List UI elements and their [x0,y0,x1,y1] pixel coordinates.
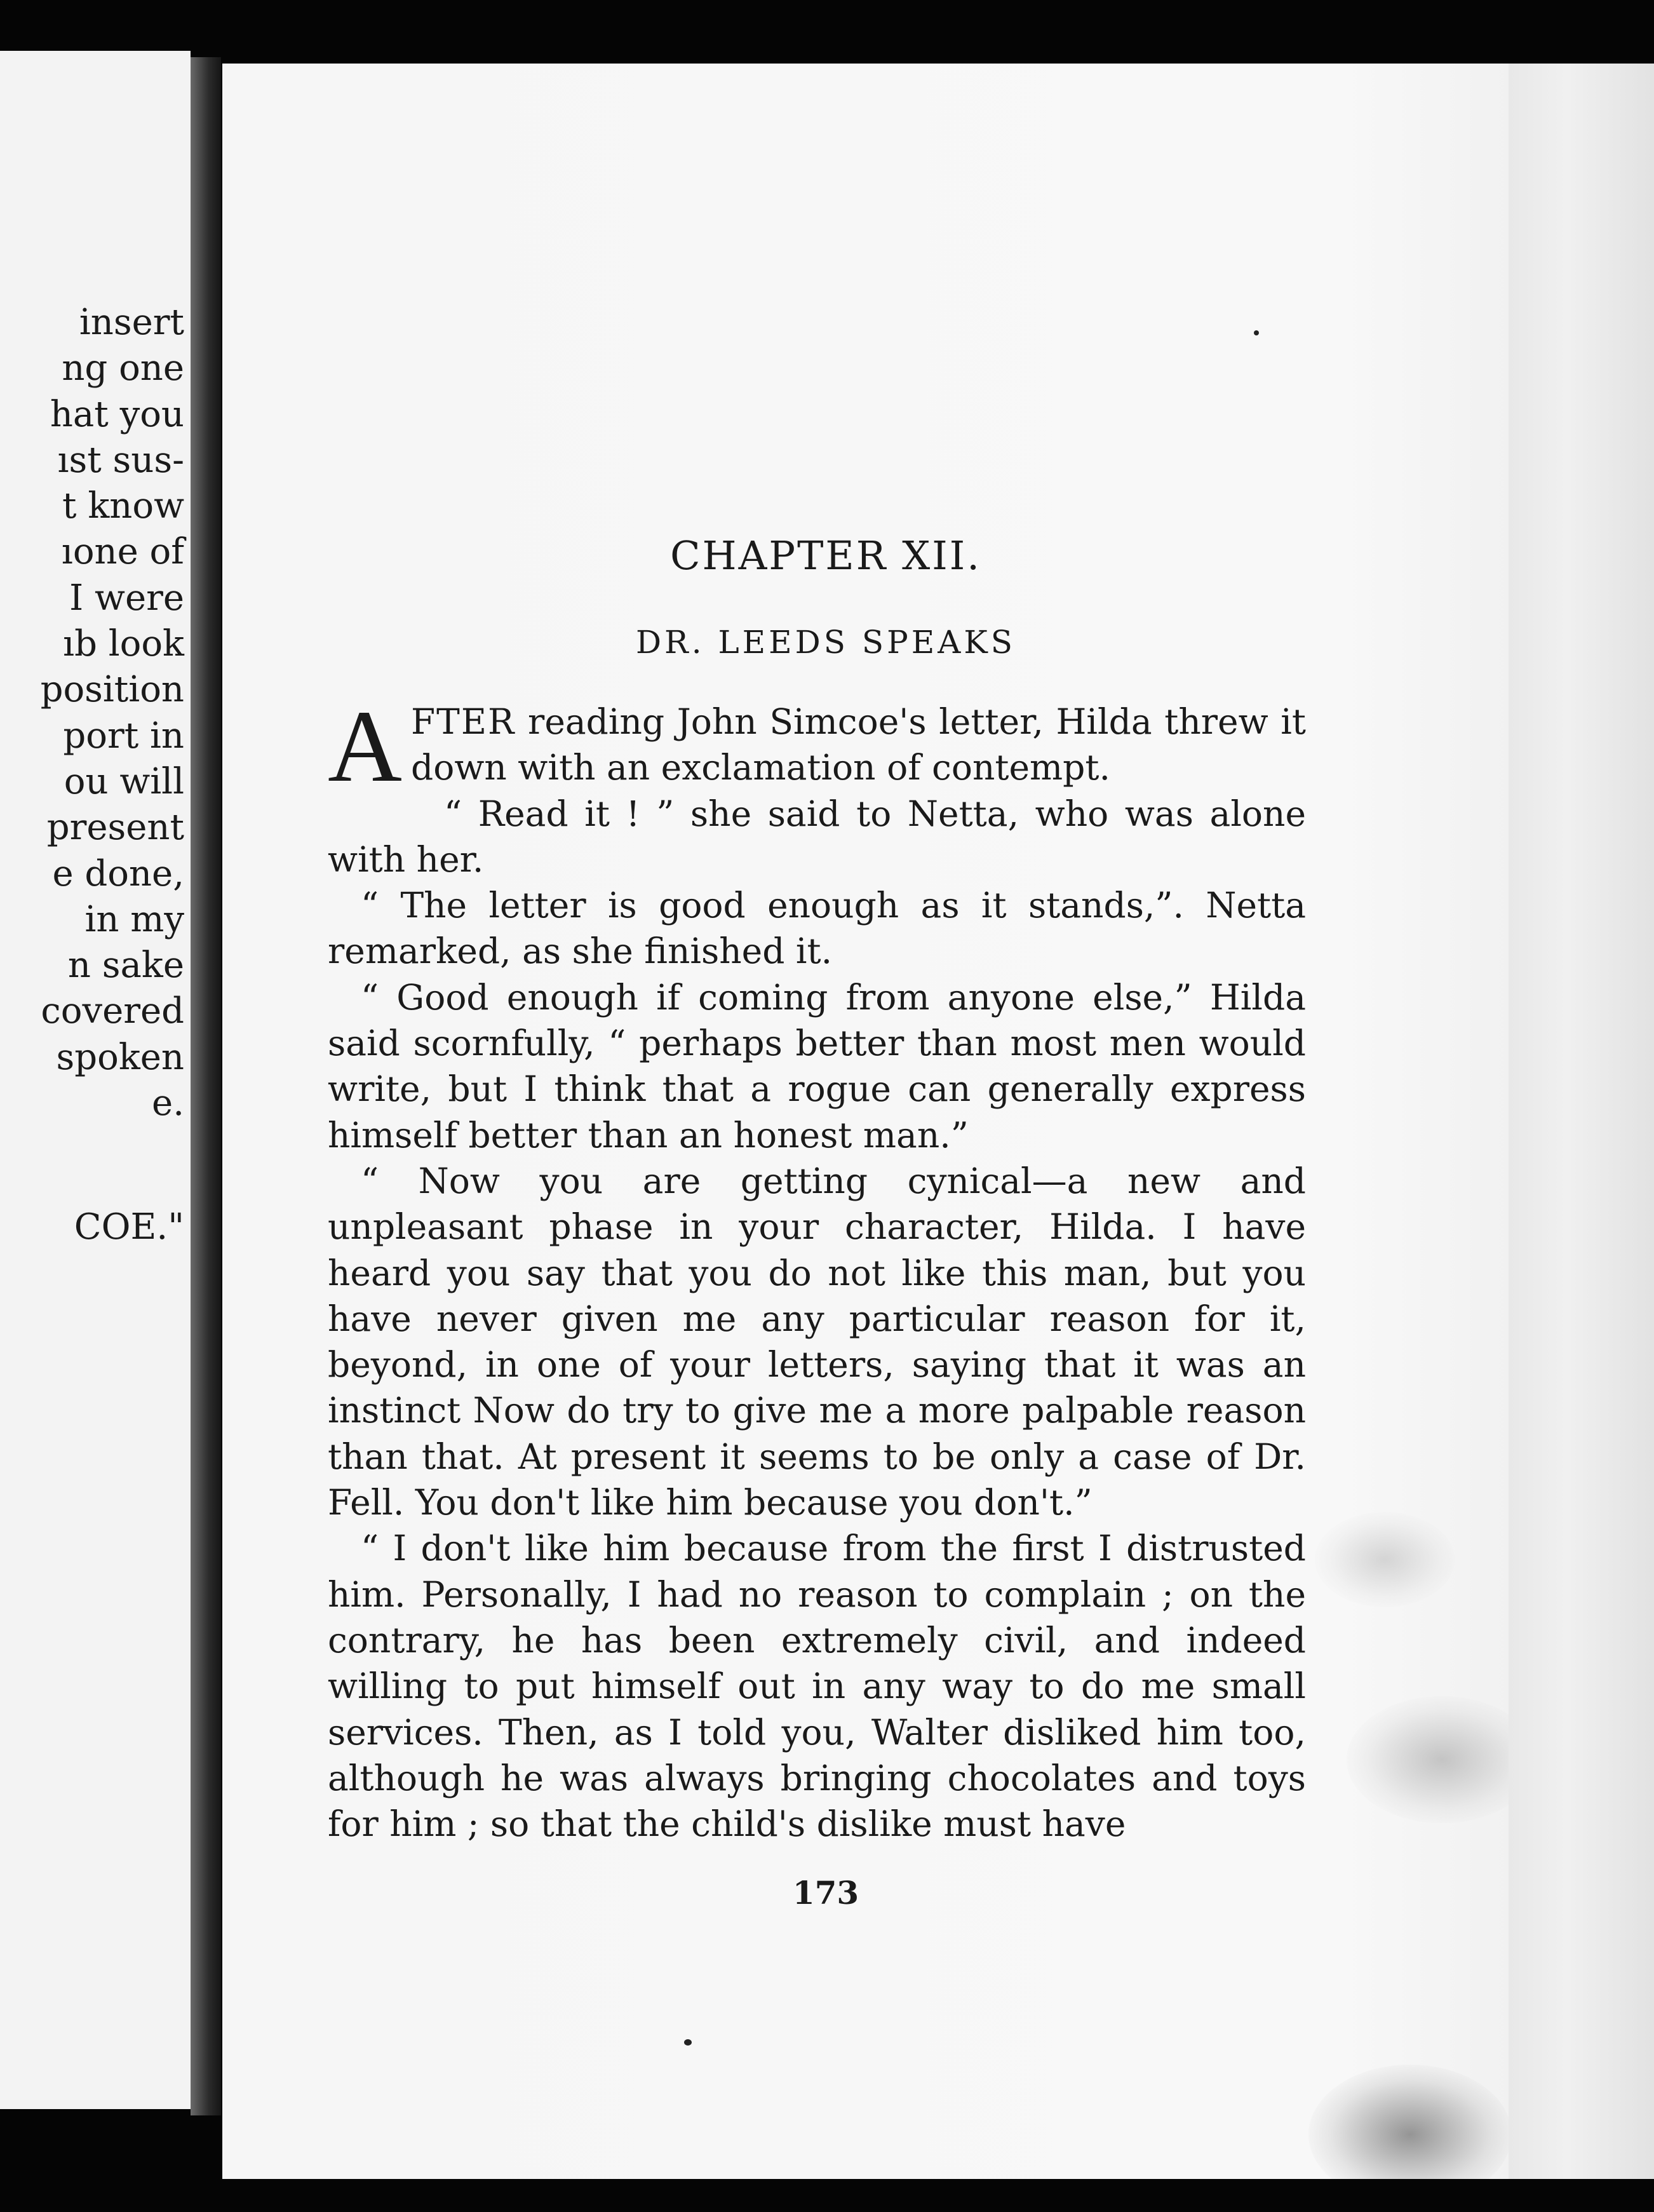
paragraph: “ I don't like him because from the first I distrusted him. Personally, I had no reason to complain ; on the contrary, he has been extremely civil, and indeed willing to put himself out in any way to do me small services. Then, as I told you, Walter disliked him too, although he was always bringing chocolates and toys for him ; so that the child's dislike must have [328,1528,1306,1845]
chapter-title: DR. LEEDS SPEAKS [635,624,1016,661]
paragraph: “ The letter is good enough as it stands,”. Netta remarked, as she finished it. [328,885,1306,972]
left-line: I were [69,577,184,619]
left-line: t know [62,485,184,527]
left-line: spoken [56,1036,184,1078]
chapter-body [328,690,1306,1847]
left-page-text [0,300,184,1126]
drop-cap: A [328,690,402,804]
left-line: e. [152,1082,184,1124]
page-speck [1254,330,1259,335]
left-line: e done, [52,853,184,894]
left-line: n sake [67,945,184,987]
paragraph-text: reading John Simcoe's letter, Hilda threw it down with an exclamation of contempt. [411,701,1306,788]
paragraph: “ Now you are getting cynical—a new and unpleasant phase in your character, Hilda. I have heard you say that you do not like this man, but you have never given me any particular reason for it, beyond, in one of your letters, saying that it was an instinct Now do try to give me a more palpable reason than that. At present it seems to be only a case of Dr. Fell. You don't like him because you don't.” [328,1160,1306,1523]
paragraph: “ Good enough if coming from anyone else,” Hilda said scornfully, “ perhaps better than most men would write, but I think that a rogue can generally express himself better than an honest man.” [328,976,1306,1156]
book-gutter [191,57,221,2115]
left-line: ıb look [63,623,184,665]
left-line: hat you [50,393,184,435]
page-speck [684,2039,692,2046]
left-line: position [40,669,184,711]
left-line: ng one [62,347,184,389]
left-line: port in [63,715,184,757]
left-line: ıst sus- [57,439,184,481]
page-stain [1315,1512,1455,1607]
paragraph [328,690,1306,804]
left-line: insert [79,302,184,343]
left-page-fragment [0,51,191,2109]
paragraph: “ Read it ! ” she said to Netta, who was alone with her. [328,793,1306,880]
left-line: ou will [64,760,184,802]
page-stain [1308,2065,1512,2179]
left-line: in my [84,898,184,940]
opening-word: FTER [411,701,516,742]
left-line: covered [41,990,184,1032]
page-number: 173 [792,1874,859,1912]
page-edge [1509,64,1654,2179]
left-line: present [46,807,184,849]
left-page-signature: COE." [74,1206,184,1248]
left-line: ıone of [61,531,184,573]
chapter-heading: CHAPTER XII. [670,532,981,579]
